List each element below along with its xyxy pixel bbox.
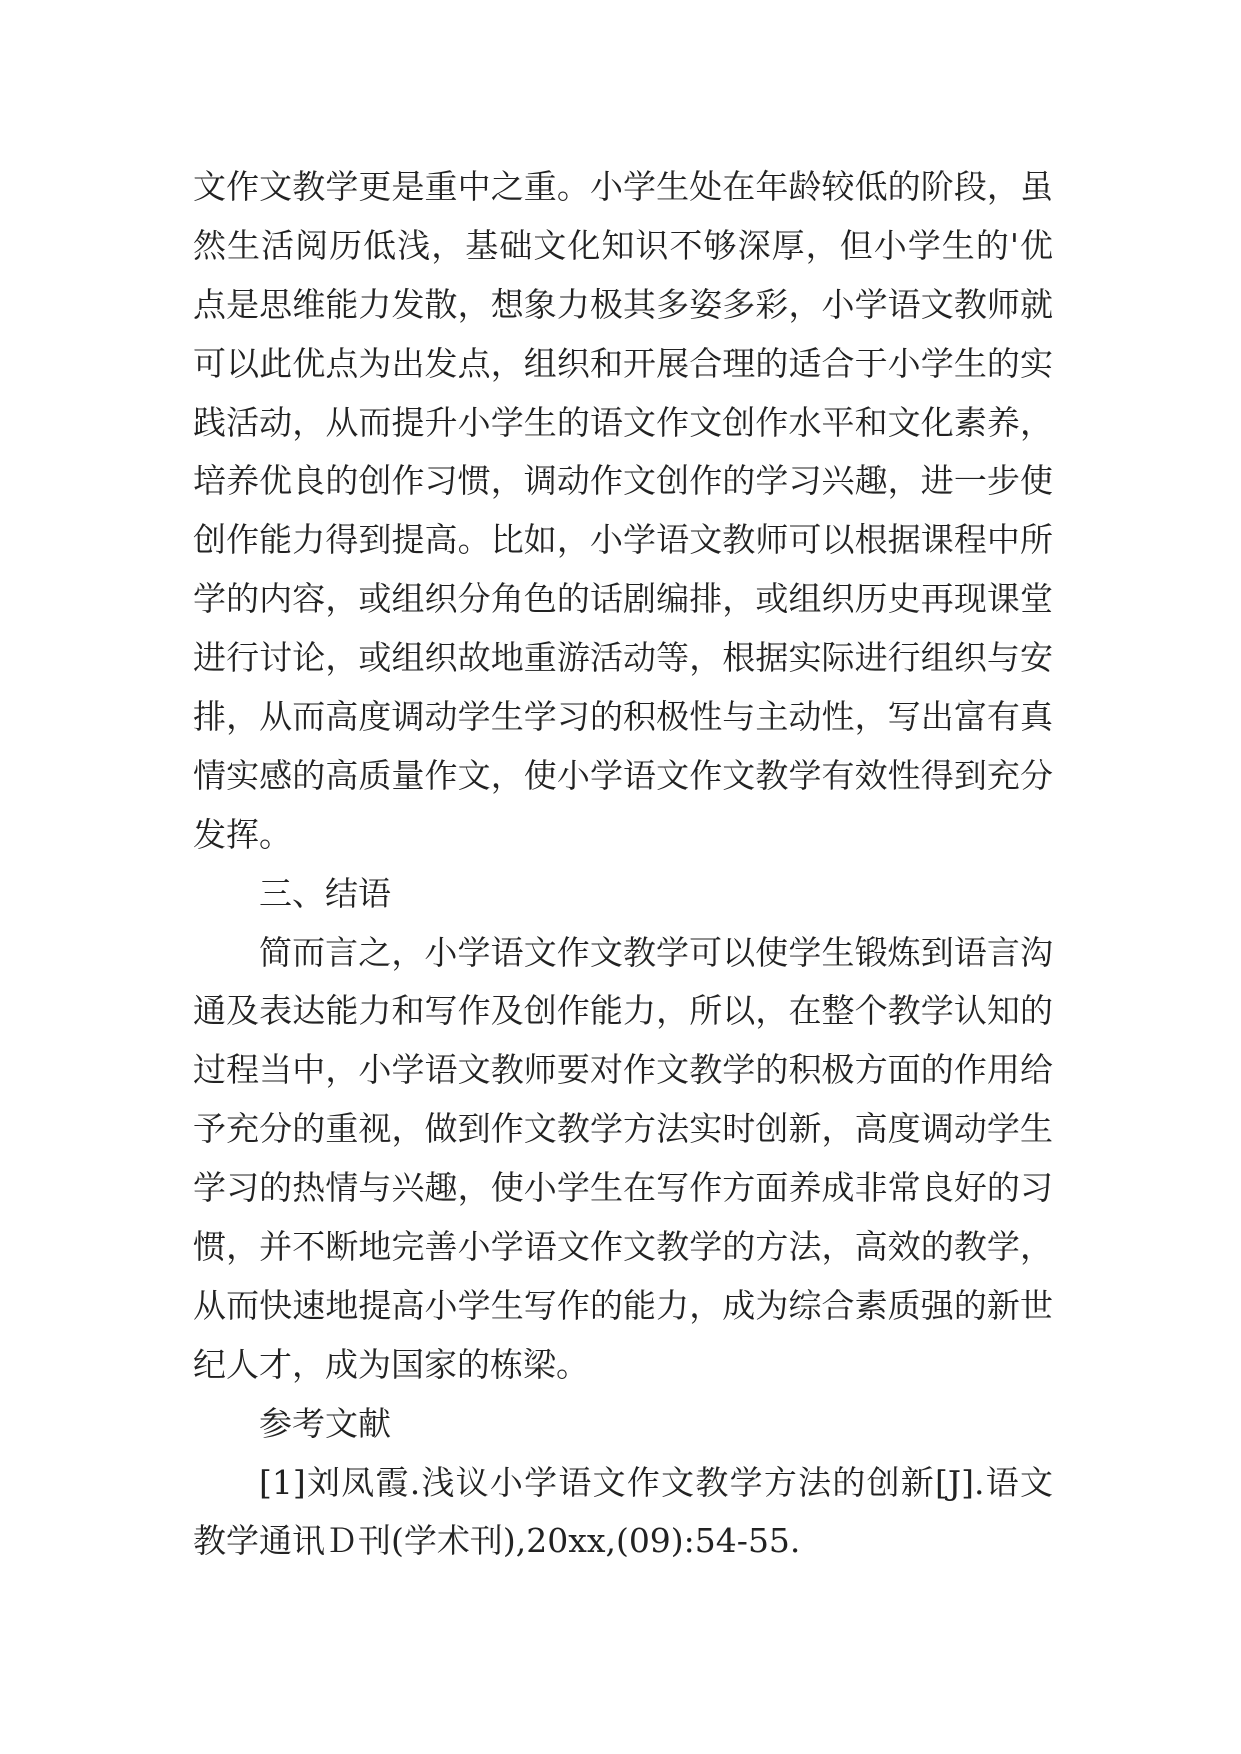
section-heading-conclusion: 三、结语 (259, 873, 391, 913)
text-line: 教学通讯Ｄ刊(学术刊),20xx,(09):54-55. (193, 1521, 801, 1561)
text-line: 培养优良的创作习惯，调动作文创作的学习兴趣，进一步使 (193, 461, 1053, 501)
text-line: 通及表达能力和写作及创作能力，所以，在整个教学认知的 (193, 991, 1053, 1031)
section-heading-references: 参考文献 (259, 1403, 391, 1443)
text-line: 学的内容，或组织分角色的话剧编排，或组织历史再现课堂 (193, 579, 1053, 619)
text-line: 文作文教学更是重中之重。小学生处在年龄较低的阶段，虽 (193, 167, 1053, 206)
reference-item (193, 1454, 1053, 1572)
text-line: 从而快速地提高小学生写作的能力，成为综合素质强的新世 (193, 1285, 1053, 1325)
document-body (193, 158, 1053, 1571)
text-line: 然生活阅历低浅，基础文化知识不够深厚，但小学生的'优 (193, 225, 1053, 265)
text-line: 可以此优点为出发点，组织和开展合理的适合于小学生的实 (193, 343, 1053, 383)
text-line: 践活动，从而提升小学生的语文作文创作水平和文化素养， (193, 402, 1053, 442)
conclusion-paragraph (193, 924, 1053, 1395)
text-line: 简而言之，小学语文作文教学可以使学生锻炼到语言沟 (259, 932, 1053, 972)
text-line: 情实感的高质量作文，使小学语文作文教学有效性得到充分 (193, 755, 1053, 795)
text-line: 发挥。 (193, 814, 292, 854)
text-line: 学习的热情与兴趣，使小学生在写作方面养成非常良好的习 (193, 1168, 1053, 1208)
text-line: 创作能力得到提高。比如，小学语文教师可以根据课程中所 (193, 520, 1053, 560)
text-line: 惯，并不断地完善小学语文作文教学的方法，高效的教学， (193, 1227, 1053, 1267)
text-line: 排，从而高度调动学生学习的积极性与主动性，写出富有真 (193, 697, 1053, 737)
text-line: 过程当中，小学语文教师要对作文教学的积极方面的作用给 (193, 1050, 1053, 1090)
text-line: [1]刘凤霞.浅议小学语文作文教学方法的创新[J].语文 (259, 1462, 1053, 1502)
body-paragraph (193, 158, 1053, 865)
text-line: 进行讨论，或组织故地重游活动等，根据实际进行组织与安 (193, 638, 1053, 678)
text-line: 纪人才，成为国家的栋梁。 (193, 1344, 589, 1384)
text-line: 点是思维能力发散，想象力极其多姿多彩，小学语文教师就 (193, 284, 1053, 324)
text-line: 予充分的重视，做到作文教学方法实时创新，高度调动学生 (193, 1109, 1053, 1149)
